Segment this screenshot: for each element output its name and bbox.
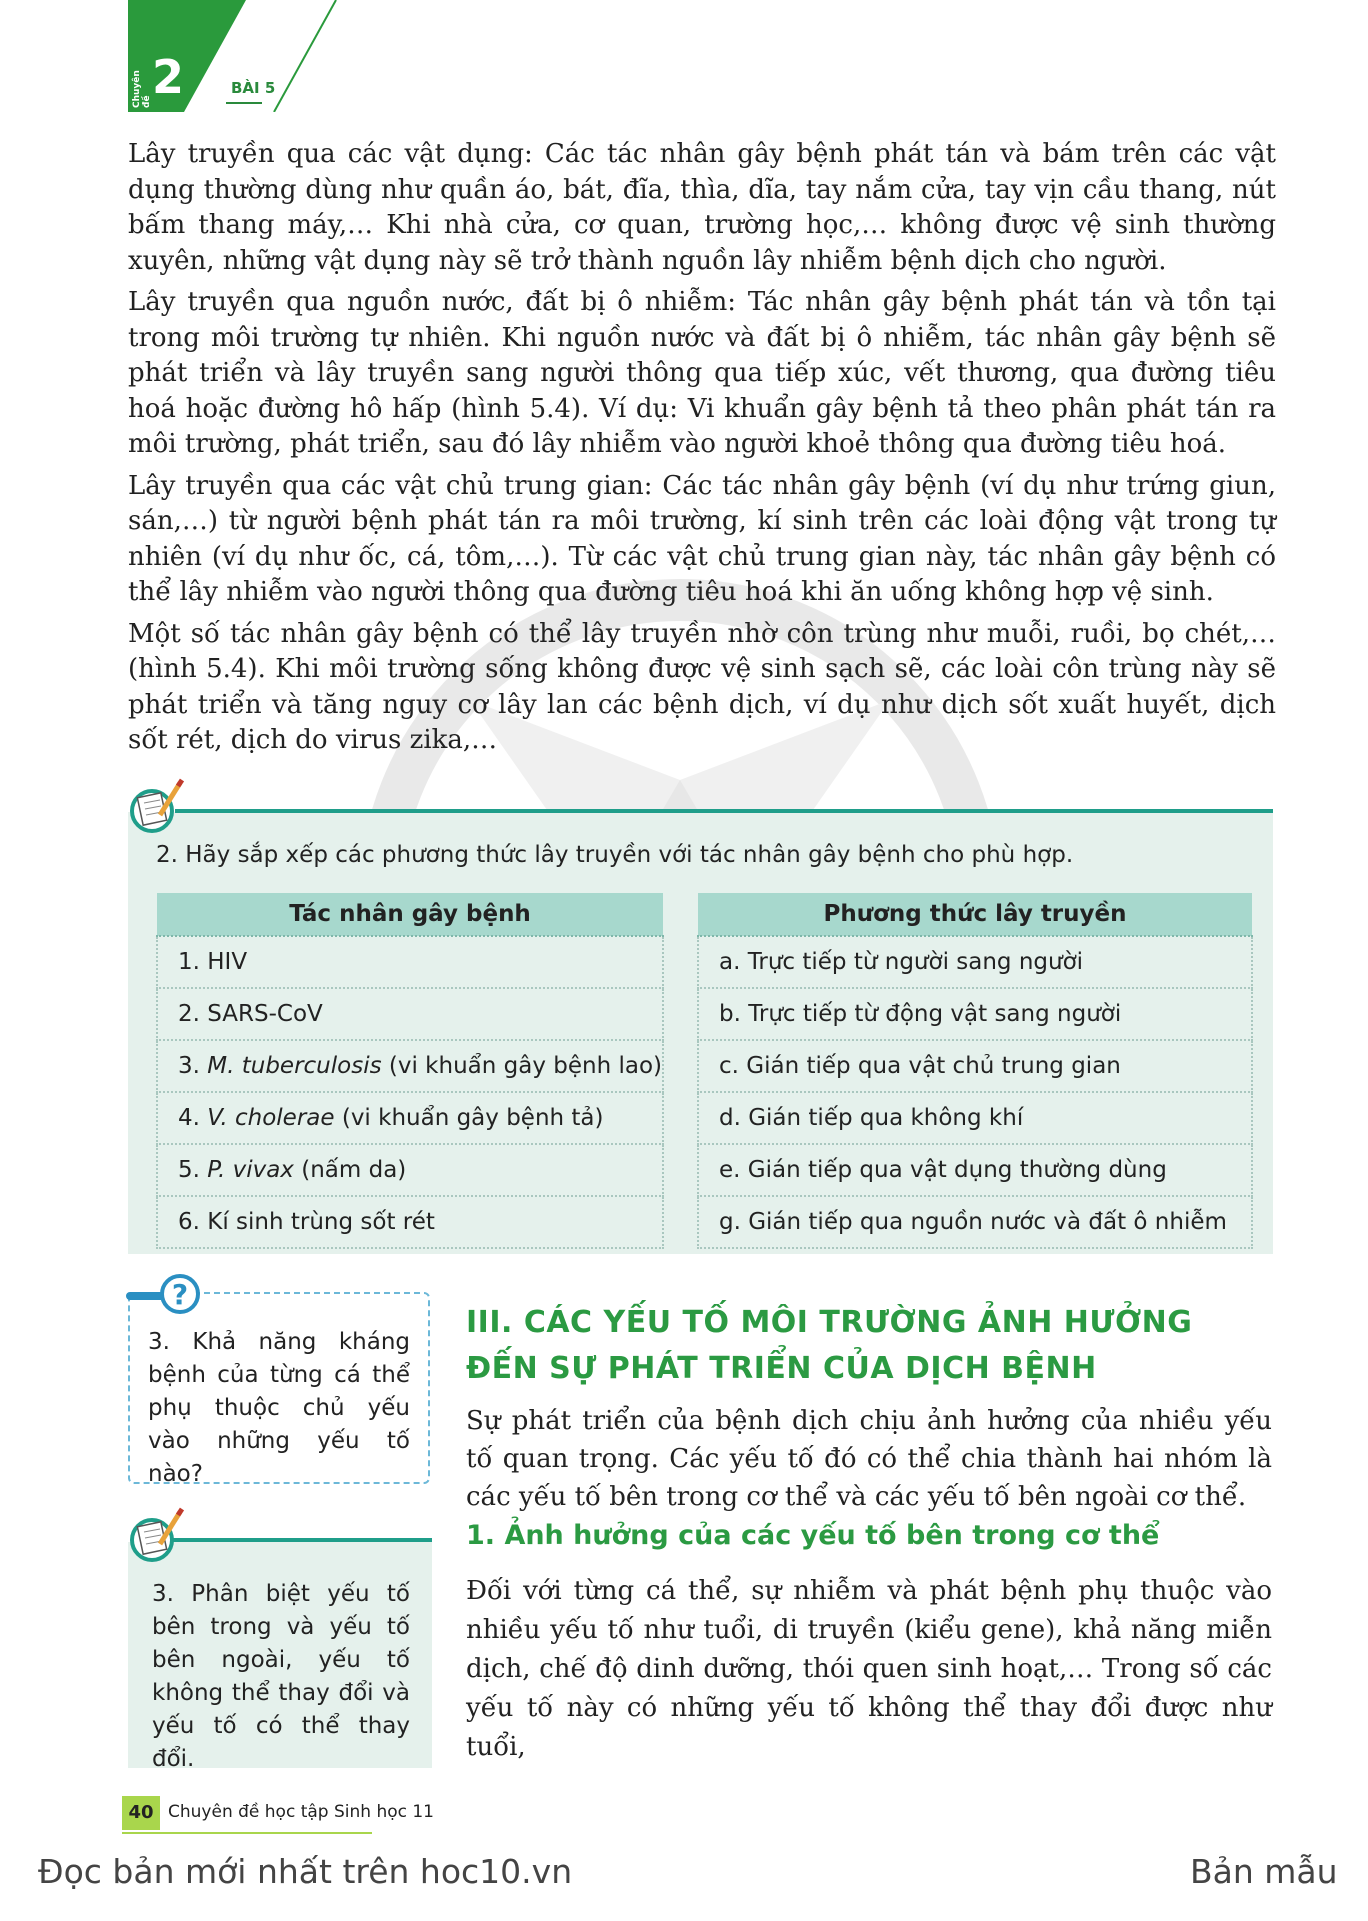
activity3-text: 3. Phân biệt yếu tố bên trong và yếu tố bên ngoài, yếu tố không thể thay đổi và yếu tố có thể thay đổi. <box>152 1581 410 1772</box>
footer-underline <box>122 1832 372 1834</box>
question-magnifier-icon <box>124 1268 204 1316</box>
mode-cell: g. Gián tiếp qua nguồn nước và đất ô nhiễm <box>698 1196 1252 1248</box>
paragraph: Lây truyền qua nguồn nước, đất bị ô nhiễm: Tác nhân gây bệnh phát tán và tồn tại trong môi trường tự nhiên. Khi nguồn nước và đất bị ô nhiễm, tác nhân gây bệnh sẽ phát triển và lây truyền sang người thông qua tiếp xúc, vết thương, qua đường tiêu hoá hoặc đường hô hấp (hình 5.4). Ví dụ: Vi khuẩn gây bệnh tả theo phân phát tán ra môi trường, phát triển, sau đó lây nhiễm vào người khoẻ thông qua đường tiêu hoá. <box>128 287 1276 459</box>
modes-header: Phương thức lây truyền <box>698 893 1252 936</box>
table-row <box>698 988 1252 1040</box>
paragraph: Một số tác nhân gây bệnh có thể lây truyền nhờ côn trùng như muỗi, ruồi, bọ chét,… (hình 5.4). Khi môi trường sống không được vệ sinh sạch sẽ, các loài côn trùng này sẽ phát triển và tăng nguy cơ lây lan các bệnh dịch, ví dụ như dịch sốt xuất huyết, dịch sốt rét, dịch do virus zika,… <box>128 618 1276 755</box>
paragraph: Lây truyền qua các vật chủ trung gian: Các tác nhân gây bệnh (ví dụ như trứng giun, sán,…) từ người bệnh phát tán ra môi trường, kí sinh trên các loài động vật trong tự nhiên (ví dụ như ốc, cá, tôm,…). Từ các vật chủ trung gian này, tác nhân gây bệnh có thể lây nhiễm vào người thông qua đường tiêu hoá khi ăn uống không hợp vệ sinh. <box>128 470 1276 607</box>
subsection-paragraph: Đối với từng cá thể, sự nhiễm và phát bệnh phụ thuộc vào nhiều yếu tố như tuổi, di truyền (kiểu gene), khả năng miễn dịch, chế độ dinh dưỡng, thói quen sinh hoạt,… Trong số các yếu tố này có những yếu tố không thể thay đổi được như tuổi, <box>466 1576 1272 1762</box>
svg-text:?: ? <box>171 1278 189 1311</box>
table-row <box>157 988 663 1040</box>
agent-cell <box>157 1092 663 1144</box>
table-row <box>698 1040 1252 1092</box>
agent-cell <box>157 1040 663 1092</box>
section-heading: III. CÁC YẾU TỐ MÔI TRƯỜNG ẢNH HƯỞNG ĐẾN SỰ PHÁT TRIỂN CỦA DỊCH BỆNH <box>466 1305 1193 1386</box>
chuyen-de-number: 2 <box>152 50 185 104</box>
agent-cell <box>157 988 663 1040</box>
agents-table <box>156 893 664 1249</box>
agent-prefix: 3. <box>178 1053 208 1079</box>
agent-suffix: (nấm da) <box>293 1157 407 1183</box>
table-row <box>157 1196 663 1248</box>
lesson-label: BÀI 5 <box>231 79 276 97</box>
section-paragraph: Sự phát triển của bệnh dịch chịu ảnh hưởng của nhiều yếu tố quan trọng. Các yếu tố đó có thể chia thành hai nhóm là các yếu tố bên trong cơ thể và các yếu tố bên ngoài cơ thể. <box>466 1406 1272 1512</box>
table-row <box>157 1092 663 1144</box>
agent-suffix: (vi khuẩn gây bệnh lao) <box>381 1053 662 1079</box>
table-row <box>698 1196 1252 1248</box>
table-row <box>157 936 663 988</box>
agent-species: V. cholerae <box>207 1105 335 1131</box>
agent-prefix: 1. HIV <box>178 949 248 975</box>
table-row <box>157 1144 663 1196</box>
agent-prefix: 2. SARS-CoV <box>178 1001 323 1027</box>
pencil-notebook-icon <box>128 1504 188 1564</box>
mode-cell: c. Gián tiếp qua vật chủ trung gian <box>698 1040 1252 1092</box>
table-row <box>698 936 1252 988</box>
table-row <box>698 1092 1252 1144</box>
activity3-divider <box>172 1538 432 1542</box>
question-text: 3. Khả năng kháng bệnh của từng cá thể phụ thuộc chủ yếu vào những yếu tố nào? <box>148 1329 410 1487</box>
mode-cell: e. Gián tiếp qua vật dụng thường dùng <box>698 1144 1252 1196</box>
modes-table <box>697 893 1253 1249</box>
agent-cell <box>157 936 663 988</box>
mode-cell: a. Trực tiếp từ người sang người <box>698 936 1252 988</box>
pencil-notebook-icon <box>128 775 188 835</box>
mode-cell: d. Gián tiếp qua không khí <box>698 1092 1252 1144</box>
footer-read-latest-link[interactable]: Đọc bản mới nhất trên hoc10.vn <box>38 1852 573 1891</box>
table-row <box>157 1040 663 1092</box>
activity-divider <box>175 809 1273 813</box>
agent-species: M. tuberculosis <box>207 1053 382 1079</box>
agent-cell <box>157 1144 663 1196</box>
agent-prefix: 6. Kí sinh trùng sốt rét <box>178 1209 435 1235</box>
agent-prefix: 4. <box>178 1105 208 1131</box>
agent-suffix: (vi khuẩn gây bệnh tả) <box>334 1105 604 1131</box>
subsection-heading: 1. Ảnh hưởng của các yếu tố bên trong cơ thể <box>466 1520 1160 1551</box>
agent-prefix: 5. <box>178 1157 208 1183</box>
agents-header: Tác nhân gây bệnh <box>157 893 663 936</box>
paragraph: Lây truyền qua các vật dụng: Các tác nhân gây bệnh phát tán và bám trên các vật dụng thường dùng như quần áo, bát, đĩa, thìa, dĩa, tay nắm cửa, tay vịn cầu thang, nút bấm thang máy,… Khi nhà cửa, cơ quan, trường học,… không được vệ sinh thường xuyên, những vật dụng này sẽ trở thành nguồn lây nhiễm bệnh dịch cho người. <box>128 139 1276 276</box>
agent-species: P. vivax <box>207 1157 294 1183</box>
table-row <box>698 1144 1252 1196</box>
chuyen-de-label: Chuyên đề <box>132 70 152 108</box>
activity-question: 2. Hãy sắp xếp các phương thức lây truyền với tác nhân gây bệnh cho phù hợp. <box>156 842 1074 868</box>
body-text <box>128 137 1276 765</box>
page-number: 40 <box>122 1796 160 1830</box>
footer-sample-label: Bản mẫu <box>1190 1852 1338 1891</box>
book-title: Chuyên đề học tập Sinh học 11 <box>168 1802 434 1822</box>
lesson-underline <box>226 102 262 104</box>
mode-cell: b. Trực tiếp từ động vật sang người <box>698 988 1252 1040</box>
agent-cell <box>157 1196 663 1248</box>
